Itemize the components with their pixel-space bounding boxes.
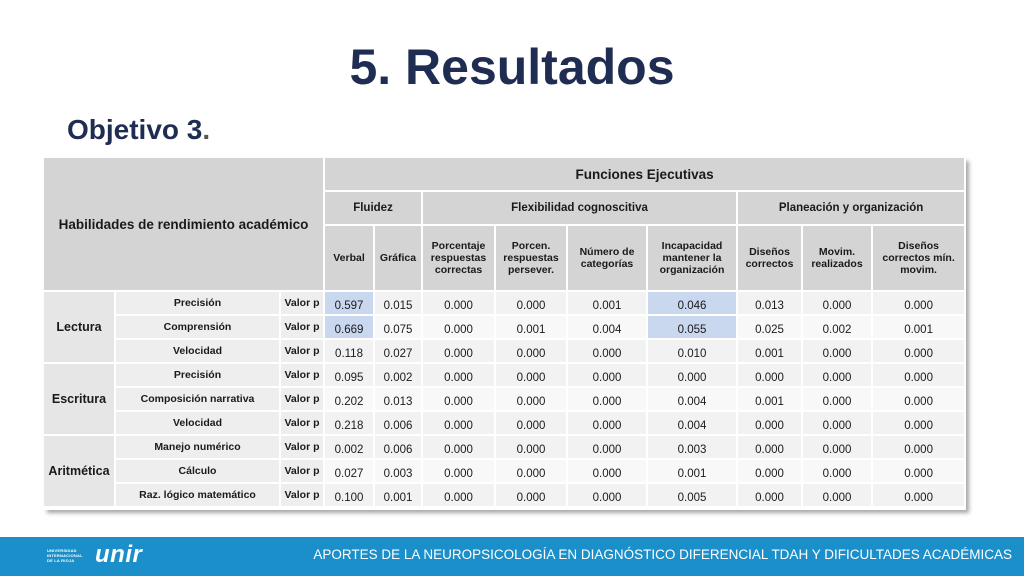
group-header-planeacion: Planeación y organización	[738, 192, 966, 226]
value-cell: 0.000	[496, 388, 568, 412]
value-cell: 0.013	[375, 388, 423, 412]
value-cell: 0.000	[873, 412, 966, 436]
value-cell: 0.000	[738, 364, 803, 388]
functions-header: Funciones Ejecutivas	[325, 158, 966, 192]
stat-label: Valor p	[281, 316, 325, 340]
column-header: Porcen. respuestas persever.	[496, 226, 568, 292]
value-cell: 0.000	[803, 436, 873, 460]
value-cell: 0.001	[375, 484, 423, 508]
table-row	[44, 388, 966, 412]
column-header: Número de categorías	[568, 226, 648, 292]
value-cell: 0.000	[423, 436, 496, 460]
value-cell: 0.100	[325, 484, 375, 508]
value-cell: 0.000	[738, 484, 803, 508]
stat-label: Valor p	[281, 340, 325, 364]
value-cell: 0.003	[648, 436, 738, 460]
stat-label: Valor p	[281, 484, 325, 508]
value-cell: 0.000	[496, 364, 568, 388]
value-cell: 0.015	[375, 292, 423, 316]
value-cell: 0.000	[803, 412, 873, 436]
value-cell: 0.000	[803, 388, 873, 412]
value-cell: 0.000	[496, 412, 568, 436]
table-row	[44, 460, 966, 484]
value-cell: 0.001	[738, 340, 803, 364]
stat-label: Valor p	[281, 388, 325, 412]
group-header-fluidez: Fluidez	[325, 192, 423, 226]
value-cell: 0.000	[873, 340, 966, 364]
value-cell: 0.000	[568, 388, 648, 412]
skill-label: Composición narrativa	[116, 388, 281, 412]
value-cell: 0.027	[375, 340, 423, 364]
column-header: Verbal	[325, 226, 375, 292]
slide-title: 5. Resultados	[349, 39, 675, 95]
table-row	[44, 340, 966, 364]
footer-caption: APORTES DE LA NEUROPSICOLOGÍA EN DIAGNÓSTICO DIFERENCIAL TDAH Y DIFICULTADES ACADÉMICAS	[313, 547, 1012, 562]
value-cell: 0.001	[496, 316, 568, 340]
value-cell: 0.002	[803, 316, 873, 340]
subtitle-dot: .	[202, 114, 211, 145]
value-cell: 0.000	[803, 340, 873, 364]
column-header: Gráfica	[375, 226, 423, 292]
value-cell: 0.095	[325, 364, 375, 388]
logo-line: INTERNACIONAL	[47, 553, 83, 558]
value-cell: 0.000	[423, 460, 496, 484]
stat-label: Valor p	[281, 460, 325, 484]
value-cell: 0.000	[873, 292, 966, 316]
value-cell: 0.000	[496, 340, 568, 364]
stat-label: Valor p	[281, 364, 325, 388]
value-cell: 0.001	[873, 316, 966, 340]
value-cell: 0.055	[648, 316, 738, 340]
skill-label: Precisión	[116, 364, 281, 388]
value-cell: 0.006	[375, 436, 423, 460]
column-header: Porcentaje respuestas correctas	[423, 226, 496, 292]
column-header: Incapacidad mantener la organización	[648, 226, 738, 292]
value-cell: 0.000	[873, 460, 966, 484]
column-header: Diseños correctos mín. movim.	[873, 226, 966, 292]
value-cell: 0.001	[568, 292, 648, 316]
value-cell: 0.000	[496, 460, 568, 484]
value-cell: 0.010	[648, 340, 738, 364]
table-row	[44, 292, 966, 316]
value-cell: 0.000	[568, 436, 648, 460]
value-cell: 0.000	[423, 316, 496, 340]
table-row	[44, 316, 966, 340]
value-cell: 0.202	[325, 388, 375, 412]
slide-subtitle	[67, 114, 210, 146]
skill-label: Manejo numérico	[116, 436, 281, 460]
value-cell: 0.027	[325, 460, 375, 484]
value-cell: 0.075	[375, 316, 423, 340]
results-table	[44, 158, 966, 508]
value-cell: 0.000	[423, 388, 496, 412]
skill-label: Precisión	[116, 292, 281, 316]
value-cell: 0.000	[738, 436, 803, 460]
value-cell: 0.000	[873, 436, 966, 460]
stat-label: Valor p	[281, 292, 325, 316]
value-cell: 0.000	[873, 364, 966, 388]
value-cell: 0.000	[568, 364, 648, 388]
value-cell: 0.000	[423, 484, 496, 508]
value-cell: 0.001	[648, 460, 738, 484]
value-cell: 0.013	[738, 292, 803, 316]
skill-label: Comprensión	[116, 316, 281, 340]
value-cell: 0.000	[423, 340, 496, 364]
table-row	[44, 364, 966, 388]
subtitle-text: Objetivo 3	[67, 114, 203, 145]
value-cell: 0.000	[496, 436, 568, 460]
value-cell: 0.002	[325, 436, 375, 460]
stat-label: Valor p	[281, 412, 325, 436]
value-cell: 0.000	[568, 412, 648, 436]
unir-logo: unir	[95, 541, 143, 568]
value-cell: 0.001	[738, 388, 803, 412]
value-cell: 0.000	[803, 460, 873, 484]
value-cell: 0.597	[325, 292, 375, 316]
value-cell: 0.000	[873, 484, 966, 508]
logo-line: DE LA RIOJA	[47, 558, 75, 563]
value-cell: 0.000	[803, 364, 873, 388]
value-cell: 0.025	[738, 316, 803, 340]
area-label: Lectura	[44, 292, 116, 364]
skill-label: Raz. lógico matemático	[116, 484, 281, 508]
value-cell: 0.000	[423, 292, 496, 316]
footer-bar	[0, 537, 1024, 576]
area-label: Escritura	[44, 364, 116, 436]
area-label: Aritmética	[44, 436, 116, 508]
value-cell: 0.000	[873, 388, 966, 412]
logo-line: UNIVERSIDAD	[47, 548, 77, 553]
column-header: Movim. realizados	[803, 226, 873, 292]
value-cell: 0.000	[568, 340, 648, 364]
stat-label: Valor p	[281, 436, 325, 460]
value-cell: 0.000	[738, 460, 803, 484]
skill-label: Velocidad	[116, 340, 281, 364]
column-header: Diseños correctos	[738, 226, 803, 292]
table-row	[44, 436, 966, 460]
value-cell: 0.669	[325, 316, 375, 340]
table-row	[44, 412, 966, 436]
group-header-flexibilidad: Flexibilidad cognoscitiva	[423, 192, 738, 226]
value-cell: 0.000	[648, 364, 738, 388]
table-corner-header: Habilidades de rendimiento académico	[44, 158, 325, 292]
value-cell: 0.005	[648, 484, 738, 508]
value-cell: 0.000	[423, 364, 496, 388]
value-cell: 0.000	[568, 460, 648, 484]
value-cell: 0.218	[325, 412, 375, 436]
skill-label: Velocidad	[116, 412, 281, 436]
value-cell: 0.000	[803, 484, 873, 508]
value-cell: 0.046	[648, 292, 738, 316]
value-cell: 0.000	[738, 412, 803, 436]
value-cell: 0.003	[375, 460, 423, 484]
value-cell: 0.000	[496, 484, 568, 508]
value-cell: 0.006	[375, 412, 423, 436]
value-cell: 0.000	[803, 292, 873, 316]
university-logo-mark	[47, 548, 87, 566]
skill-label: Cálculo	[116, 460, 281, 484]
value-cell: 0.004	[648, 388, 738, 412]
value-cell: 0.000	[496, 292, 568, 316]
value-cell: 0.002	[375, 364, 423, 388]
value-cell: 0.004	[568, 316, 648, 340]
value-cell: 0.000	[568, 484, 648, 508]
table-row	[44, 484, 966, 508]
results-table-container	[44, 158, 966, 510]
value-cell: 0.000	[423, 412, 496, 436]
value-cell: 0.118	[325, 340, 375, 364]
value-cell: 0.004	[648, 412, 738, 436]
